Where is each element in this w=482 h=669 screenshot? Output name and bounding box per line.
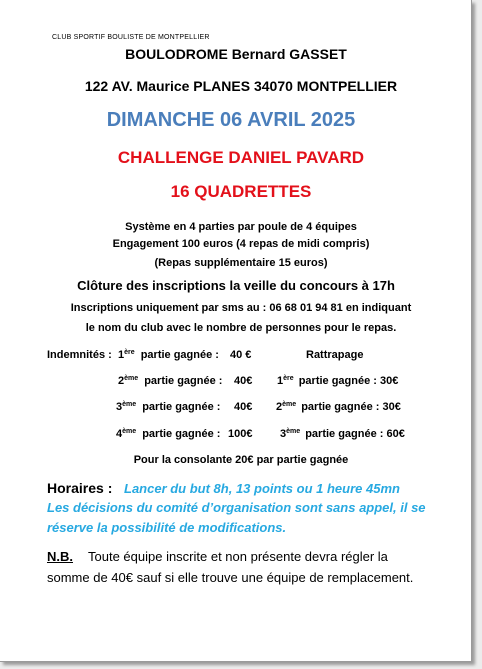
inscriptions-line-2: le nom du club avec le nombre de personnes pour le repas. [85, 322, 397, 334]
indemnite-row-2: 2ème partie gagnée : 40€ [118, 375, 253, 387]
event-date: DIMANCHE 06 AVRIL 2025 [106, 109, 356, 131]
rattrapage-row-1: 1ère partie gagnée : 30€ [277, 375, 399, 387]
consolante-line: Pour la consolante 20€ par partie gagnée [133, 454, 349, 466]
event-challenge: CHALLENGE DANIEL PAVARD [117, 148, 365, 167]
horaires-text: Lancer du but 8h, 13 points ou 1 heure 45mn [124, 481, 400, 496]
cloture-line: Clôture des inscriptions la veille du concours à 17h [77, 278, 395, 293]
nb-text-1: Toute équipe inscrite et non présente devra régler la [88, 549, 388, 564]
indemnite-row-4: 4ème partie gagnée : 100€ [116, 428, 253, 440]
horaires-label: Horaires : [47, 480, 113, 496]
indemnites-label: Indemnités : [47, 349, 112, 361]
engagement-line: Engagement 100 euros (4 repas de midi compris) [112, 238, 370, 250]
system-line: Système en 4 parties par poule de 4 équipes [125, 221, 357, 233]
decision-line-1: Les décisions du comité d’organisation sont sans appel, il se [47, 500, 426, 515]
venue-name: BOULODROME Bernard GASSET [125, 46, 347, 62]
rattrapage-label: Rattrapage [306, 349, 364, 361]
club-name: CLUB SPORTIF BOULISTE DE MONTPELLIER [52, 34, 210, 41]
rattrapage-row-3: 3ème partie gagnée : 60€ [280, 428, 405, 440]
nb-label: N.B. [47, 549, 73, 564]
nb-text-2: somme de 40€ sauf si elle trouve une équipe de remplacement. [47, 570, 414, 585]
repas-line: (Repas supplémentaire 15 euros) [154, 257, 328, 269]
rattrapage-row-2: 2ème partie gagnée : 30€ [276, 401, 401, 413]
venue-address: 122 AV. Maurice PLANES 34070 MONTPELLIER [84, 78, 398, 94]
indemnite-row-3: 3ème partie gagnée : 40€ [116, 401, 253, 413]
decision-line-2: réserve la possibilité de modifications. [47, 520, 287, 535]
event-format: 16 QUADRETTES [170, 182, 312, 201]
indemnite-row-1: 1ère partie gagnée : 40 € [118, 349, 252, 361]
inscriptions-line-1: Inscriptions uniquement par sms au : 06 68 01 94 81 en indiquant [70, 302, 412, 314]
